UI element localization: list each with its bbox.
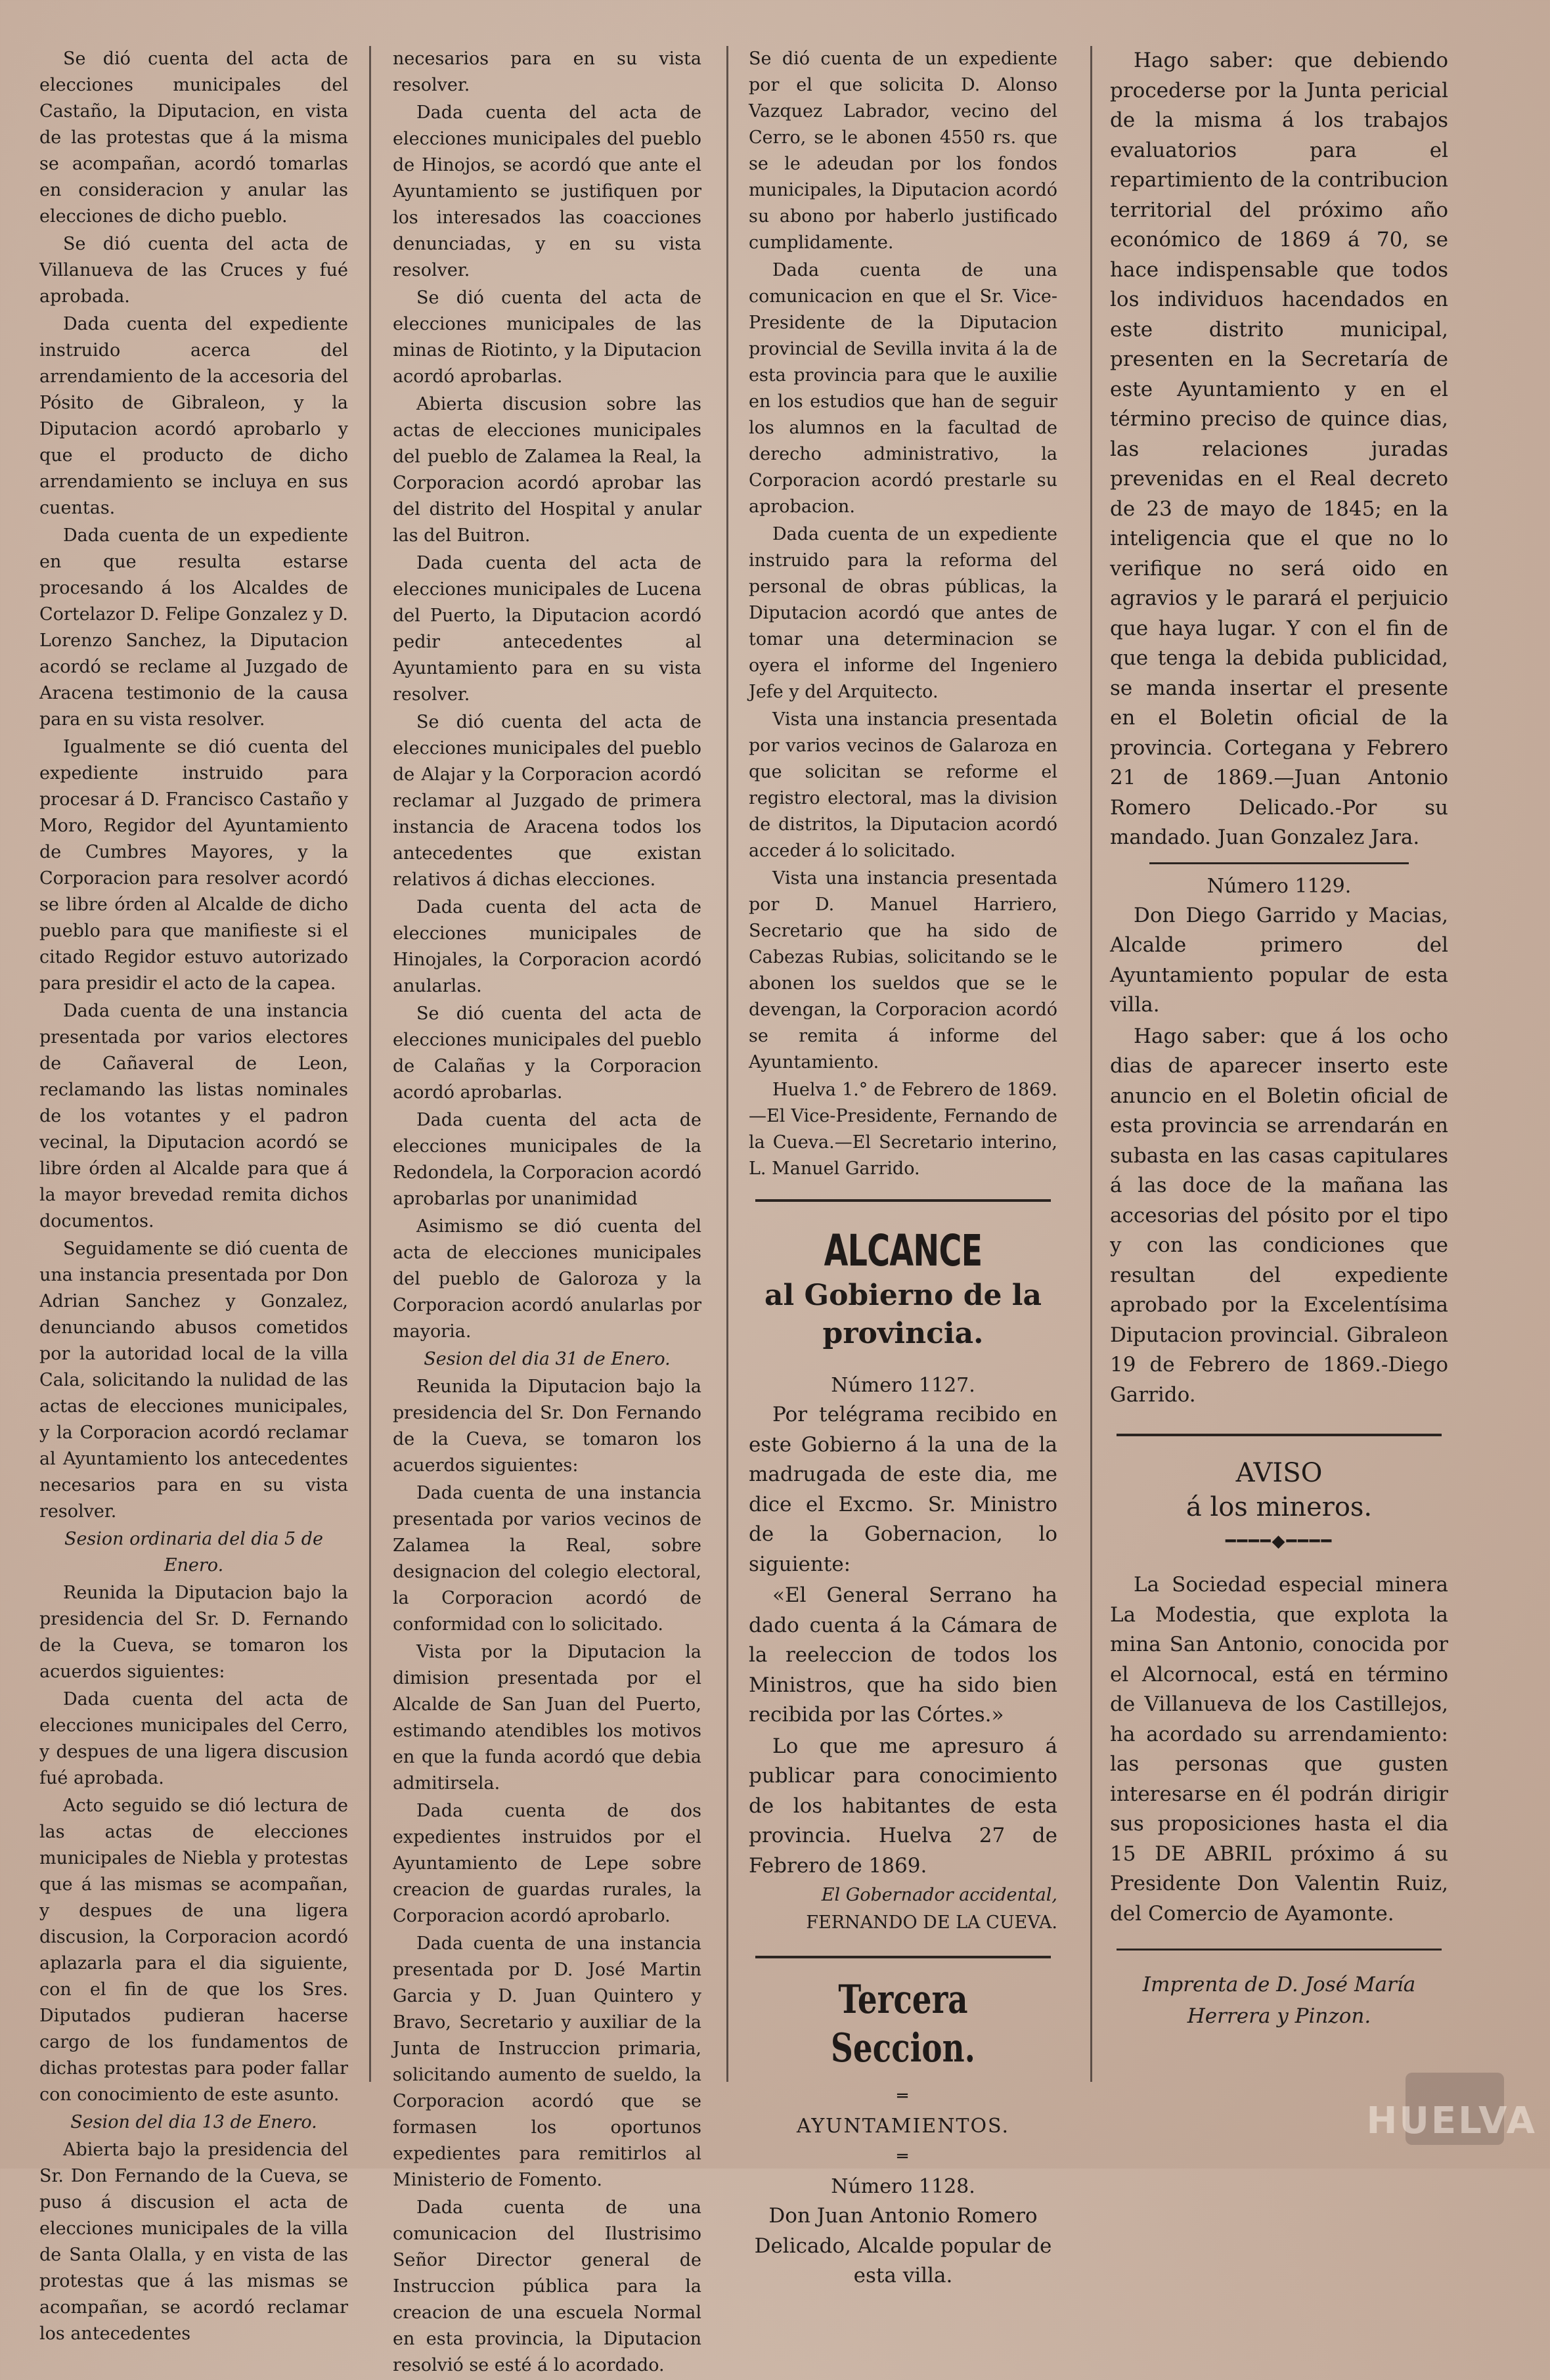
paragraph: Hago saber: que debiendo procederse por la Junta pericial de la misma á los trabajos evaluatorios para el repartimiento de la contribucion territorial del próximo año económico de 1869 á 70, se hace indispensable que todos los individuos hacendados en este distrito municipal, presenten en la Secretaría de este Ayuntamiento y en el término preciso de quince dias, las relaciones juradas prevenidas en el Real decreto de 23 de mayo de 1845; en la inteligencia que el que no lo verifique no será oido en agravios y le parará el perjuicio que haya lugar. Y con el fin de que tenga la debida publicidad, se manda insertar el presente en el Boletin oficial de la provincia. Cortegana y Febrero 21 de 1869.—Juan Antonio Romero Delicado.-Por su mandado. Juan Gonzalez Jara. xyxy=(1110,49,1448,849)
paragraph: Hago saber: que á los ocho dias de aparecer inserto este anuncio en el Boletin oficial de esta provincia se arrendarán en subasta en las casas capitulares á las doce de la mañana las accesorias del pósito por el tipo y con las condiciones que resultan del expediente aprobado por la Excelentísima Diputacion provincial. Gibraleon 19 de Febrero de 1869.-Diego Garrido. xyxy=(1110,1024,1448,1407)
paragraph: Dada cuenta del acta de elecciones municipales del Cerro, y despues de una ligera discusion fué aprobada. xyxy=(39,1689,348,1788)
paragraph: Abierta bajo la presidencia del Sr. Don Fernando de la Cueva, se puso á discusion el acta de elecciones municipales de la villa de Santa Olalla, y en vista de las protestas que á las mismas se acompañan, se acordó reclamar los antecedentes xyxy=(39,2140,348,2344)
aviso-subtitle: á los mineros. xyxy=(1185,1492,1373,1522)
paragraph: Dada cuenta de dos expedientes instruidos por el Ayuntamiento de Lepe sobre creacion de guardas rurales, la Corporacion acordó aprobarlo. xyxy=(393,1801,701,1926)
ornament-dash: ═ xyxy=(897,2147,909,2167)
paragraph: Dada cuenta de una instancia presentada por varios electores de Cañaveral de Leon, reclamando las listas nominales de los votantes y el padron vecinal, la Diputacion acordó se libre órden al Alcalde para que á la mayor brevedad remita dichos documentos. xyxy=(39,1001,348,1231)
alcance-subtitle: provincia. xyxy=(822,1317,984,1350)
paragraph: Se dió cuenta del acta de Villanueva de las Cruces y fué aprobada. xyxy=(39,234,348,307)
paragraph: Vista una instancia presentada por D. Manuel Harriero, Secretario que ha sido de Cabezas Rubias, solicitando se le abonen los sueldos que se le devengan, la Corporacion acordó se remita á informe del Ayuntamiento. xyxy=(749,868,1057,1072)
ornament-dash: ━━━━◆━━━━ xyxy=(1225,1532,1333,1551)
column-4 xyxy=(1110,46,1448,2033)
session-heading: Sesion ordinaria del dia 5 de Enero. xyxy=(64,1529,324,1576)
paragraph: Dada cuenta de un expediente instruido para la reforma del personal de obras públicas, la Diputacion acordó que antes de tomar una determinacion se oyera el informe del Ingeniero Jefe y del Arquitecto. xyxy=(749,524,1057,702)
paragraph: Seguidamente se dió cuenta de una instancia presentada por Don Adrian Sanchez y Gonzalez, denunciando abusos cometidos por la autoridad local de la villa Cala, solicitando la nulidad de las actas de elecciones municipales, y la Corporacion acordó reclamar al Ayuntamiento los antecedentes necesarios para en su vista resolver. xyxy=(39,1239,348,1522)
notice-number: Número 1129. xyxy=(1207,874,1352,898)
paragraph: Igualmente se dió cuenta del expediente instruido para procesar á D. Francisco Castaño y Moro, Regidor del Ayuntamiento de Cumbres Mayores, y la Corporacion para resolver acordó se libre órden al Alcalde de dicho pueblo para que manifieste si el citado Regidor estuvo autorizado para presidir el acto de la capea. xyxy=(39,737,348,994)
paragraph: Abierta discusion sobre las actas de elecciones municipales del pueblo de Zalamea la Real, la Corporacion acordó aprobar las del distrito del Hospital y anular las del Buitron. xyxy=(393,394,701,546)
paragraph: Dada cuenta de una instancia presentada por D. José Martin Garcia y D. Juan Quintero y Bravo, Secretario y auxiliar de la Junta de Instruccion primaria, solicitando aumento de sueldo, la Corporacion acordó que se formasen los oportunos expedientes para remitirlos al Ministerio de Fomento. xyxy=(393,1933,701,2190)
paragraph: Se dió cuenta de un expediente por el que solicita D. Alonso Vazquez Labrador, vecino del Cerro, se le abonen 4550 rs. que se le adeudan por los fondos municipales, la Diputacion acordó su abono por haberlo justificado cumplidamente. xyxy=(749,49,1057,253)
section-rule xyxy=(755,1956,1051,1958)
paragraph: Dada cuenta de una instancia presentada por varios vecinos de Zalamea la Real, sobre designacion del colegio electoral, la Corporacion acordó de conformidad con lo solicitado. xyxy=(393,1483,701,1635)
column-2 xyxy=(393,46,701,2380)
section-subtitle: AYUNTAMIENTOS. xyxy=(796,2115,1010,2138)
paragraph: Reunida la Diputacion bajo la presidencia del Sr. Don Fernando de la Cueva, se tomaron los acuerdos siguientes: xyxy=(393,1377,701,1476)
notice-number: Número 1128. xyxy=(831,2175,975,2198)
session-heading: Sesion del dia 13 de Enero. xyxy=(70,2112,317,2132)
paragraph: Don Diego Garrido y Macias, Alcalde primero del Ayuntamiento popular de esta villa. xyxy=(1110,903,1448,1017)
watermark: HUELVA xyxy=(1366,2100,1537,2142)
paragraph: Dada cuenta de una comunicacion en que el Sr. Vice-Presidente de la Diputacion provincial de Sevilla invita á la de esta provincia para que le auxilie en los estudios que han de seguir los alumnos en la facultad de derecho administrativo, la Corporacion acordó prestarle su aprobacion. xyxy=(749,260,1057,517)
notice-number: Número 1127. xyxy=(831,1374,975,1397)
paragraph: Vista una instancia presentada por varios vecinos de Galaroza en que solicitan se reforme el registro electoral, mas la division de distritos, la Diputacion acordó acceder á lo solicitado. xyxy=(749,709,1057,861)
column-3 xyxy=(749,46,1057,2293)
aviso-title: AVISO xyxy=(1235,1458,1323,1488)
signature-name: FERNANDO DE LA CUEVA. xyxy=(806,1912,1057,1933)
paragraph: Acto seguido se dió lectura de las actas de elecciones municipales de Niebla y protestas que á las mismas se acompañan, y despues de una ligera discusion, la Corporacion acordó aplazarla para el dia siguiente, con el fin de que los Sres. Diputados pudieran hacerse cargo de los fundamentos de dichas protestas para poder fallar con conocimiento de este asunto. xyxy=(39,1796,348,2105)
paragraph: Asimismo se dió cuenta del acta de elecciones municipales del pueblo de Galoroza y la Corporacion acordó anularlas por mayoria. xyxy=(393,1216,701,1342)
column-1 xyxy=(39,46,348,2348)
column-rule xyxy=(1090,46,1092,2082)
paragraph: Vista por la Diputacion la dimision presentada por el Alcalde de San Juan del Puerto, estimando atendibles los motivos en que la funda acordó que debia admitirsela. xyxy=(393,1642,701,1794)
paragraph: Lo que me apresuro á publicar para conocimiento de los habitantes de esta provincia. Huelva 27 de Febrero de 1869. xyxy=(749,1734,1057,1878)
section-rule xyxy=(1149,862,1409,864)
printer-line: Imprenta de D. José María xyxy=(1142,1973,1416,1996)
signature-title: El Gobernador accidental, xyxy=(821,1885,1057,1905)
alcance-subtitle: al Gobierno de la xyxy=(764,1279,1042,1312)
ornament-dash: ═ xyxy=(897,2086,909,2106)
section-rule xyxy=(755,1199,1051,1202)
paragraph: Don Juan Antonio Romero Delicado, Alcalde popular de esta villa. xyxy=(754,2204,1052,2287)
paragraph: Dada cuenta del acta de elecciones municipales del pueblo de Hinojos, se acordó que ante el Ayuntamiento se justifiquen por los interesados las coacciones denunciadas, y en su vista resolver. xyxy=(393,102,701,280)
paragraph: Se dió cuenta del acta de elecciones municipales de las minas de Riotinto, y la Diputacion acordó aprobarlas. xyxy=(393,288,701,387)
column-rule xyxy=(726,46,728,2082)
paragraph: Dada cuenta del expediente instruido acerca del arrendamiento de la accesoria del Pósito de Gibraleon, y la Diputacion acordó aprobarlo y que el producto de dicho arrendamiento se incluya en sus cuentas. xyxy=(39,314,348,518)
section-rule xyxy=(1117,1434,1442,1436)
paragraph: Dada cuenta del acta de elecciones municipales de la Redondela, la Corporacion acordó aprobarlas por unanimidad xyxy=(393,1110,701,1209)
paragraph: Por telégrama recibido en este Gobierno á la una de la madrugada de este dia, me dice el Excmo. Sr. Ministro de la Gobernacion, lo siguiente: xyxy=(749,1403,1057,1576)
section-title: Tercera Seccion. xyxy=(831,1977,975,2071)
paragraph: Dada cuenta del acta de elecciones municipales de Hinojales, la Corporacion acordó anularlas. xyxy=(393,897,701,996)
paragraph: Reunida la Diputacion bajo la presidencia del Sr. D. Fernando de la Cueva, se tomaron los acuerdos siguientes: xyxy=(39,1583,348,1682)
signature-block: Huelva 1.° de Febrero de 1869. —El Vice-Presidente, Fernando de la Cueva.—El Secretario interino, L. Manuel Garrido. xyxy=(749,1080,1057,1179)
paragraph: Se dió cuenta del acta de elecciones municipales del Castaño, la Diputacion, en vista de las protestas que á la misma se acompañan, acordó tomarlas en consideracion y anular las elecciones de dicho pueblo. xyxy=(39,49,348,227)
paragraph: Dada cuenta del acta de elecciones municipales de Lucena del Puerto, la Diputacion acordó pedir antecedentes al Ayuntamiento para en su vista resolver. xyxy=(393,553,701,705)
paragraph: Dada cuenta de una comunicacion del Ilustrisimo Señor Director general de Instruccion pública para la creacion de una escuela Normal en esta provincia, la Diputacion resolvió se esté á lo acordado. xyxy=(393,2197,701,2375)
column-rule xyxy=(369,46,371,2082)
alcance-title: ALCANCE xyxy=(824,1225,983,1276)
paragraph: Se dió cuenta del acta de elecciones municipales del pueblo de Calañas y la Corporacion acordó aprobarlas. xyxy=(393,1003,701,1103)
printer-line: Herrera y Pinzon. xyxy=(1187,2004,1371,2028)
paragraph: La Sociedad especial minera La Modestia, que explota la mina San Antonio, conocida por el Alcornocal, está en término de Villanueva de los Castillejos, ha acordado su arrendamiento: las personas que gusten interesarse en él podrán dirigir sus proposiciones hasta el dia 15 DE ABRIL próximo á su Presidente Don Valentin Ruiz, del Comercio de Ayamonte. xyxy=(1110,1573,1448,1926)
session-heading: Sesion del dia 31 de Enero. xyxy=(424,1349,671,1369)
paragraph: necesarios para en su vista resolver. xyxy=(393,49,701,95)
paragraph: «El General Serrano ha dado cuenta á la Cámara de la reeleccion de todos los Ministros, que ha sido bien recibida por las Córtes.» xyxy=(749,1583,1057,1727)
paragraph: Dada cuenta de un expediente en que resulta estarse procesando á los Alcaldes de Cortelazor D. Felipe Gonzalez y D. Lorenzo Sanchez, la Diputacion acordó se reclame al Juzgado de Aracena testimonio de la causa para en su vista resolver. xyxy=(39,525,348,730)
paragraph: Se dió cuenta del acta de elecciones municipales del pueblo de Alajar y la Corporacion acordó reclamar al Juzgado de primera instancia de Aracena todos los antecedentes que existan relativos á dichas elecciones. xyxy=(393,712,701,890)
section-rule xyxy=(1117,1949,1442,1950)
